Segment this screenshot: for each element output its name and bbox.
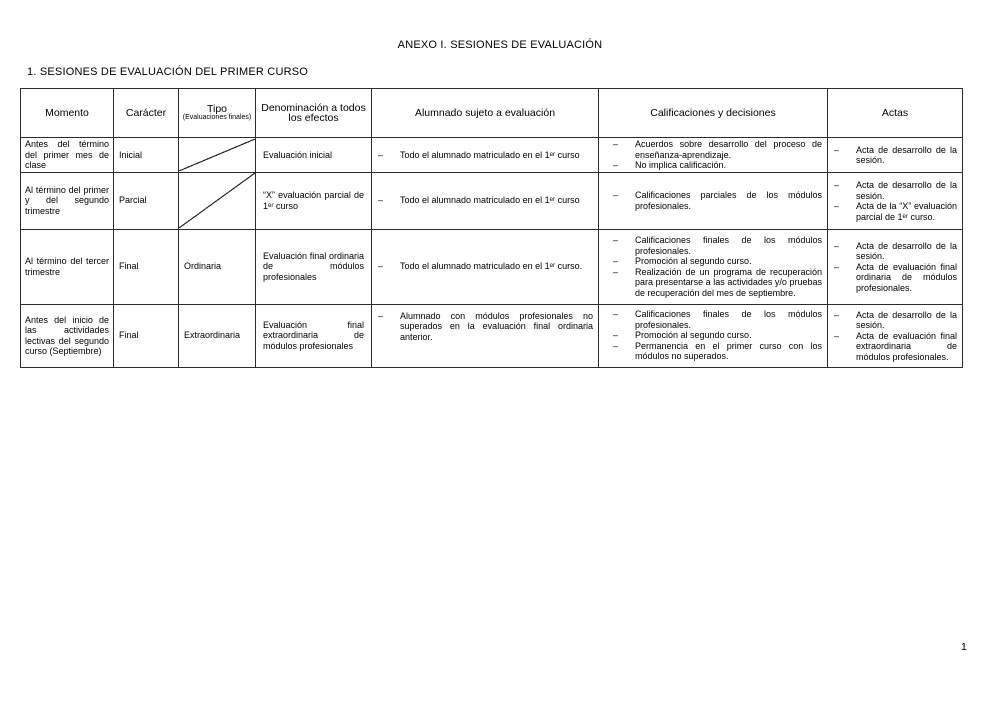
cell-tipo: Ordinaria xyxy=(179,229,256,304)
cell-alumnado xyxy=(372,229,599,304)
cell-momento: Al término del primer y del segundo trimestre xyxy=(21,172,114,229)
list-item: – Promoción al segundo curso. xyxy=(599,256,822,267)
table-row-final-ordinaria xyxy=(21,229,963,304)
diagonal-line-icon xyxy=(179,139,255,171)
list-item: – Calificaciones finales de los módulos profesionales. xyxy=(599,235,822,256)
cell-momento: Antes del inicio de las actividades lectivas del segundo curso (Septiembre) xyxy=(21,304,114,367)
header-denominacion: Denominación a todos los efectos xyxy=(256,89,372,138)
section-heading: 1. SESIONES DE EVALUACIÓN DEL PRIMER CURSO xyxy=(27,66,309,78)
list-item: – Promoción al segundo curso. xyxy=(599,330,822,341)
list-item: – Acta de desarrollo de la sesión. xyxy=(828,241,957,262)
cell-caracter: Final xyxy=(114,304,179,367)
cell-calificaciones xyxy=(599,172,828,229)
cell-calificaciones xyxy=(599,229,828,304)
diagonal-line-icon xyxy=(179,173,255,228)
list-item: – Acta de desarrollo de la sesión. xyxy=(828,310,957,331)
cell-actas xyxy=(828,304,963,367)
cell-actas xyxy=(828,138,963,173)
list-item: – No implica calificación. xyxy=(599,160,822,171)
header-tipo xyxy=(179,89,256,138)
table-row-final-extraordinaria xyxy=(21,304,963,367)
list-item: – Permanencia en el primer curso con los módulos no superados. xyxy=(599,341,822,362)
cell-caracter: Final xyxy=(114,229,179,304)
cell-denominacion: “X” evaluación parcial de 1ᵉʳ curso xyxy=(256,172,372,229)
list-item: – Acta de desarrollo de la sesión. xyxy=(828,180,957,201)
header-actas: Actas xyxy=(828,89,963,138)
cell-tipo xyxy=(179,138,256,173)
list-item: – Acta de la “X” evaluación parcial de 1ᵉʳ curso. xyxy=(828,201,957,222)
list-item: – Calificaciones parciales de los módulos profesionales. xyxy=(599,190,822,211)
table-header-row xyxy=(21,89,963,138)
list-item: – Todo el alumnado matriculado en el 1ᵉʳ curso xyxy=(372,150,593,161)
list-item: – Calificaciones finales de los módulos profesionales. xyxy=(599,309,822,330)
table-row-parcial xyxy=(21,172,963,229)
evaluation-sessions-table xyxy=(20,88,963,368)
cell-calificaciones xyxy=(599,304,828,367)
cell-alumnado xyxy=(372,172,599,229)
list-item: – Acta de desarrollo de la sesión. xyxy=(828,145,957,166)
list-item: – Todo el alumnado matriculado en el 1ᵉʳ curso xyxy=(372,195,593,206)
cell-alumnado xyxy=(372,304,599,367)
list-item: – Realización de un programa de recuperación para presentarse a las actividades y/o pruebas de recuperación del mes de septiembre. xyxy=(599,267,822,299)
table-row-inicial xyxy=(21,138,963,173)
cell-momento: Antes del término del primer mes de clase xyxy=(21,138,114,173)
cell-caracter: Inicial xyxy=(114,138,179,173)
list-item: – Acta de evaluación final ordinaria de módulos profesionales. xyxy=(828,262,957,294)
cell-alumnado xyxy=(372,138,599,173)
page-number: 1 xyxy=(961,641,967,653)
header-momento: Momento xyxy=(21,89,114,138)
list-item: – Todo el alumnado matriculado en el 1ᵉʳ curso. xyxy=(372,261,593,272)
cell-denominacion: Evaluación final ordinaria de módulos profesionales xyxy=(256,229,372,304)
list-item: – Acuerdos sobre desarrollo del proceso de enseñanza-aprendizaje. xyxy=(599,139,822,160)
list-item: – Alumnado con módulos profesionales no superados en la evaluación final ordinaria anterior. xyxy=(372,311,593,343)
header-alumnado: Alumnado sujeto a evaluación xyxy=(372,89,599,138)
cell-momento: Al término del tercer trimestre xyxy=(21,229,114,304)
cell-denominacion: Evaluación inicial xyxy=(256,138,372,173)
cell-caracter: Parcial xyxy=(114,172,179,229)
header-tipo-note: (Evaluaciones finales) xyxy=(182,114,252,122)
cell-calificaciones xyxy=(599,138,828,173)
cell-actas xyxy=(828,172,963,229)
header-caracter: Carácter xyxy=(114,89,179,138)
list-item: – Acta de evaluación final extraordinaria de módulos profesionales. xyxy=(828,331,957,363)
cell-actas xyxy=(828,229,963,304)
cell-denominacion: Evaluación final extraordinaria de módulos profesionales xyxy=(256,304,372,367)
cell-tipo: Extraordinaria xyxy=(179,304,256,367)
header-calificaciones: Calificaciones y decisiones xyxy=(599,89,828,138)
header-tipo-label: Tipo xyxy=(206,102,228,115)
document-title: ANEXO I. SESIONES DE EVALUACIÓN xyxy=(397,39,603,51)
cell-tipo xyxy=(179,172,256,229)
